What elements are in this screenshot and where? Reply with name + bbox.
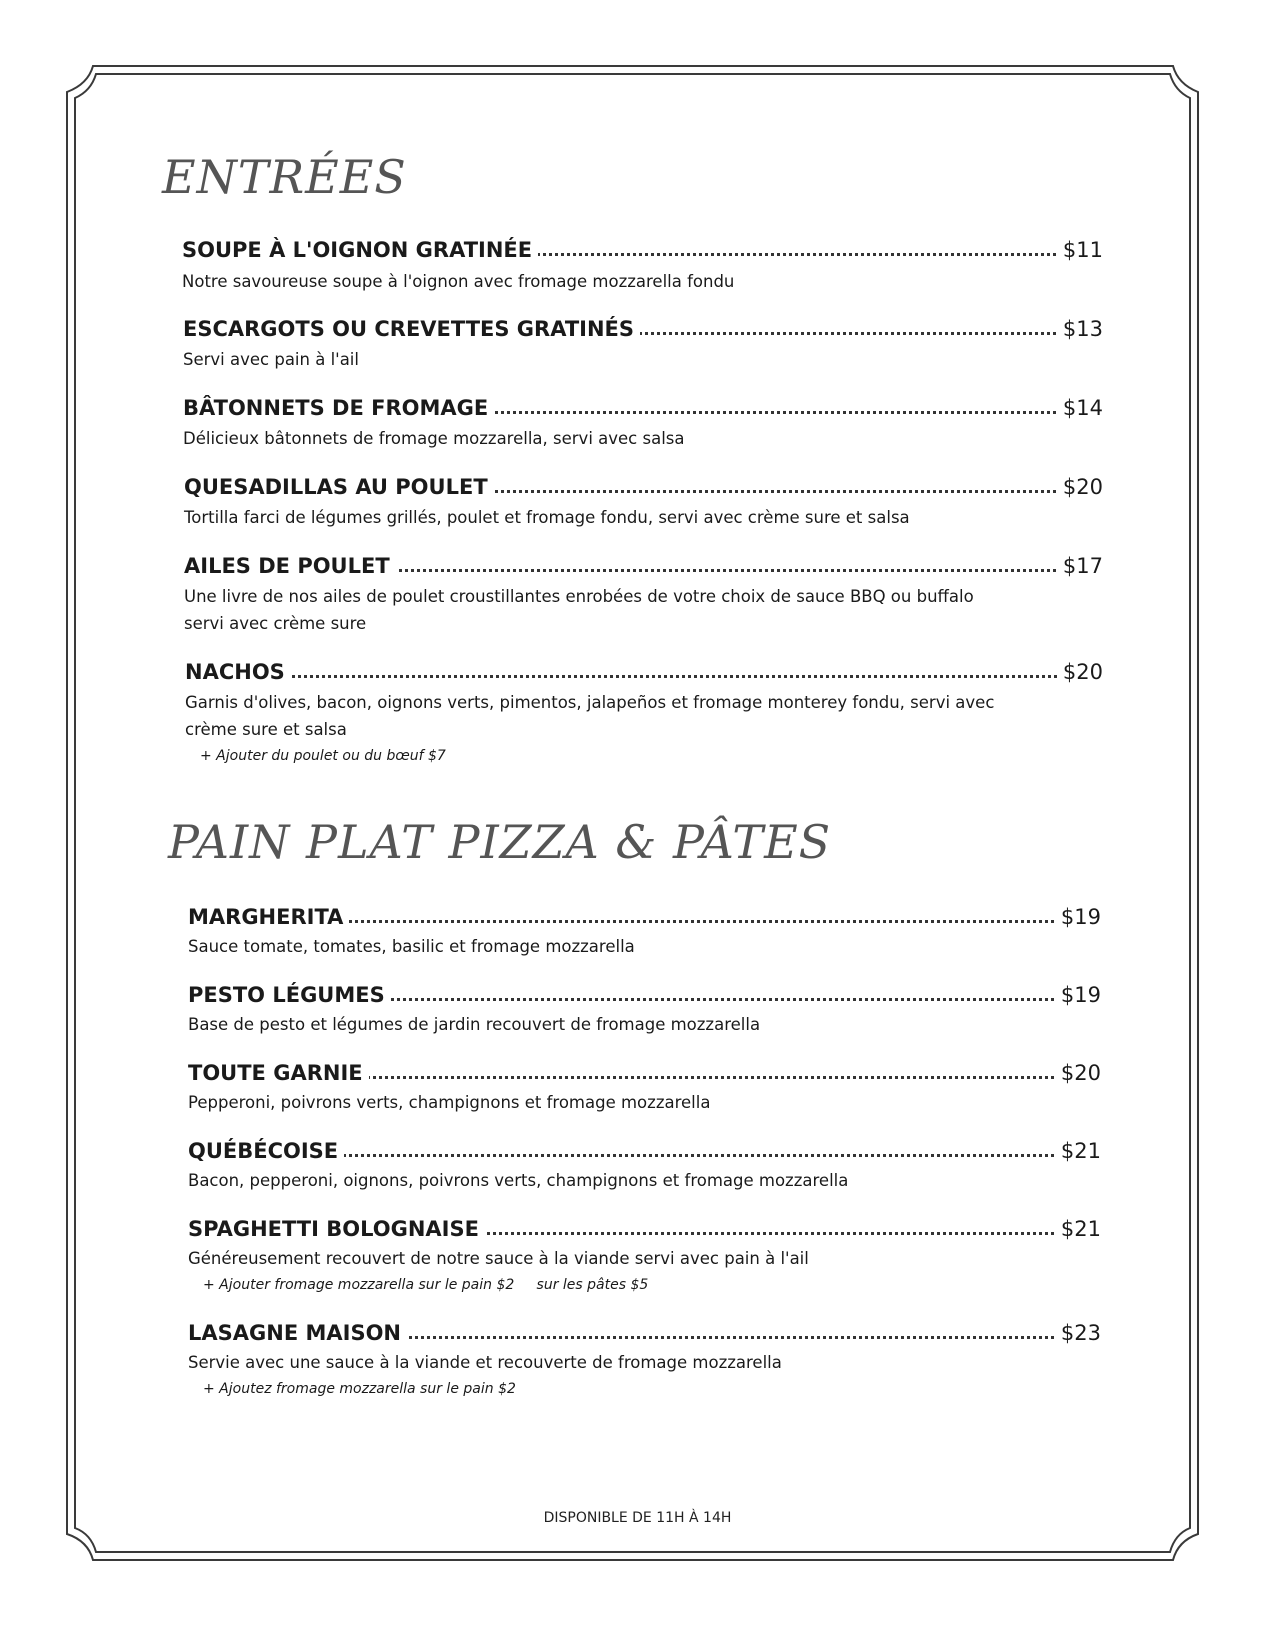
section-title-pizza-pates: PAIN PLAT PIZZA & PÂTES xyxy=(168,815,832,869)
item-description: Garnis d'olives, bacon, oignons verts, pimentos, jalapeños et fromage monterey fondu, servi avec crème sure et salsa xyxy=(185,693,995,739)
item-name: AILES DE POULET xyxy=(184,551,396,581)
item-description: Sauce tomate, tomates, basilic et fromage mozzarella xyxy=(188,937,635,956)
item-price: $21 xyxy=(1055,1136,1101,1166)
item-price: $19 xyxy=(1055,980,1101,1010)
section-title-entrees: ENTRÉES xyxy=(162,150,407,204)
item-name: TOUTE GARNIE xyxy=(188,1058,369,1088)
menu-item-nachos xyxy=(0,657,1275,764)
item-price: $20 xyxy=(1057,657,1103,687)
item-price: $14 xyxy=(1057,393,1103,423)
dot-leader xyxy=(185,675,1062,678)
menu-item-margherita xyxy=(0,902,1275,956)
item-name: SOUPE À L'OIGNON GRATINÉE xyxy=(182,235,538,265)
item-description: Une livre de nos ailes de poulet croustillantes enrobées de votre choix de sauce BBQ ou buffalo servi avec crème sure xyxy=(184,587,974,633)
item-addon: + Ajouter fromage mozzarella sur le pain $2 sur les pâtes $5 xyxy=(203,1277,649,1293)
item-name: NACHOS xyxy=(185,657,291,687)
menu-item-spaghetti xyxy=(0,1214,1275,1293)
menu-item-toute-garnie xyxy=(0,1058,1275,1112)
item-description: Servi avec pain à l'ail xyxy=(183,350,359,369)
item-description: Servie avec une sauce à la viande et recouverte de fromage mozzarella xyxy=(188,1353,782,1372)
item-name: MARGHERITA xyxy=(188,902,349,932)
item-description: Pepperoni, poivrons verts, champignons et fromage mozzarella xyxy=(188,1093,711,1112)
menu-item-ailes xyxy=(0,551,1275,633)
item-name: LASAGNE MAISON xyxy=(188,1318,407,1348)
item-addon: + Ajoutez fromage mozzarella sur le pain $2 xyxy=(203,1381,516,1397)
menu-item-pesto xyxy=(0,980,1275,1034)
menu-item-quesadillas xyxy=(0,472,1275,527)
item-price: $17 xyxy=(1057,551,1103,581)
item-name: SPAGHETTI BOLOGNAISE xyxy=(188,1214,485,1244)
item-name: QUÉBÉCOISE xyxy=(188,1136,344,1166)
item-name: QUESADILLAS AU POULET xyxy=(184,472,494,502)
item-description: Généreusement recouvert de notre sauce à la viande servi avec pain à l'ail xyxy=(188,1249,809,1268)
item-price: $20 xyxy=(1057,472,1103,502)
menu-item-escargots xyxy=(0,314,1275,369)
item-name: PESTO LÉGUMES xyxy=(188,980,391,1010)
item-description: Base de pesto et légumes de jardin recouvert de fromage mozzarella xyxy=(188,1015,761,1034)
item-description: Bacon, pepperoni, oignons, poivrons verts, champignons et fromage mozzarella xyxy=(188,1171,849,1190)
item-price: $21 xyxy=(1055,1214,1101,1244)
availability-note: DISPONIBLE DE 11H À 14H xyxy=(543,1510,732,1526)
item-name: ESCARGOTS OU CREVETTES GRATINÉS xyxy=(183,314,640,344)
menu-item-lasagne xyxy=(0,1318,1275,1397)
item-price: $13 xyxy=(1057,314,1103,344)
menu-item-soupe xyxy=(0,235,1275,291)
item-addon: + Ajouter du poulet ou du bœuf $7 xyxy=(200,748,446,764)
item-name: BÂTONNETS DE FROMAGE xyxy=(183,393,494,423)
menu-item-batonnets xyxy=(0,393,1275,448)
item-description: Délicieux bâtonnets de fromage mozzarella, servi avec salsa xyxy=(183,429,685,448)
item-description: Tortilla farci de légumes grillés, poulet et fromage fondu, servi avec crème sure et salsa xyxy=(184,508,910,527)
menu-item-quebecoise xyxy=(0,1136,1275,1190)
item-price: $23 xyxy=(1055,1318,1101,1348)
item-price: $11 xyxy=(1057,235,1103,265)
item-price: $19 xyxy=(1055,902,1101,932)
item-description: Notre savoureuse soupe à l'oignon avec fromage mozzarella fondu xyxy=(182,272,735,291)
item-price: $20 xyxy=(1055,1058,1101,1088)
